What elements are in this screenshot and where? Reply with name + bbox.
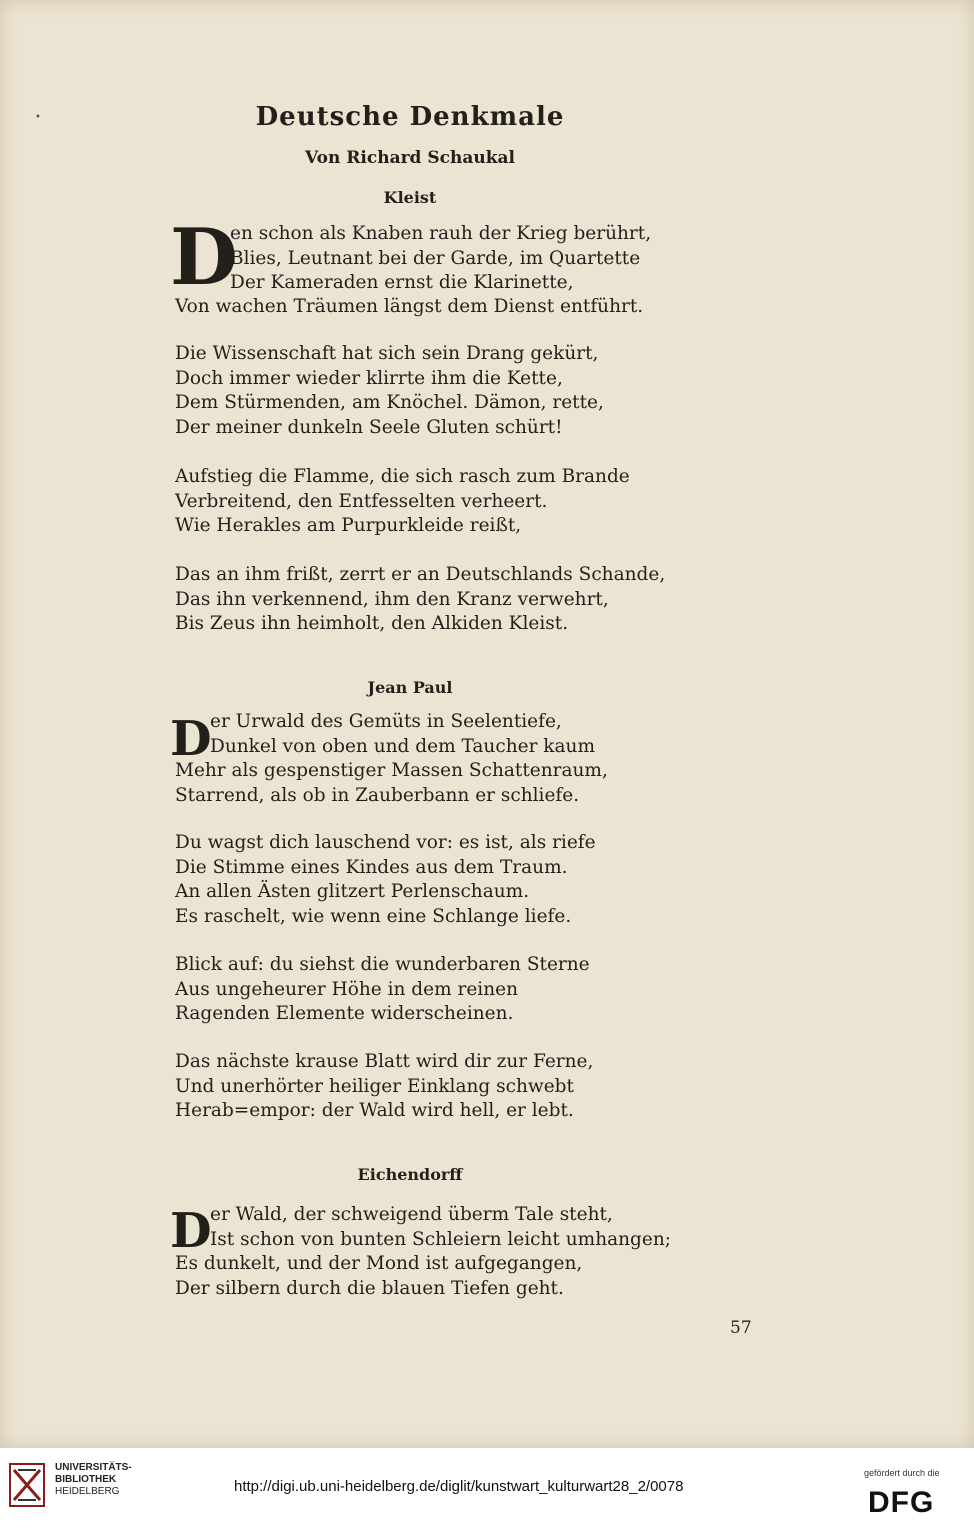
dfg-logo: DFG [868,1486,935,1519]
stanza [175,1050,593,1124]
margin-mark: • [35,112,41,123]
university-library-logo-icon [8,1460,46,1510]
drop-initial-kleist: D [170,212,238,303]
stanza [175,465,630,539]
verse-line: Es raschelt, wie wenn eine Schlange liefe. [175,905,572,927]
verse-line: Es dunkelt, und der Mond ist aufgegangen, [175,1253,583,1274]
verse-line: Starrend, als ob in Zauberbann er schliefe. [175,784,580,806]
verse-line: er Wald, der schweigend überm Tale steht, [210,1204,613,1225]
verse-line: Blick auf: du siehst die wunderbaren Sterne [175,954,590,975]
verse-line: Der Kameraden ernst die Klarinette, [230,272,574,293]
stanza [175,759,608,808]
verse-line: Mehr als gespenstiger Massen Schattenraum, [175,760,608,781]
section-heading-eichendorff: Eichendorff [357,1165,463,1184]
verse-line: Das ihn verkennend, ihm den Kranz verwehrt, [175,588,609,610]
verse-line: Die Wissenschaft hat sich sein Drang gekürt, [175,343,599,364]
page-title: Deutsche Denkmale [255,102,565,132]
stanza [175,831,596,929]
verse-line: Von wachen Träumen längst dem Dienst entführt. [175,296,644,317]
stanza [210,710,595,759]
verse-line: Du wagst dich lauschend vor: es ist, als riefe [175,832,596,853]
stanza [230,222,651,296]
library-line-1: UNIVERSITÄTS- [55,1462,132,1473]
verse-line: Doch immer wieder klirrte ihm die Kette, [175,367,563,389]
verse-line: Aus ungeheurer Höhe in dem reinen [175,978,518,1000]
verse-line: er Urwald des Gemüts in Seelentiefe, [210,711,562,732]
section-heading-kleist: Kleist [383,188,437,207]
library-line-3: HEIDELBERG [55,1486,120,1497]
verse-line: Dem Stürmenden, am Knöchel. Dämon, rette, [175,392,604,413]
verse-line: Wie Herakles am Purpurkleide reißt, [175,515,522,536]
stanza [175,295,643,320]
verse-line: Das an ihm frißt, zerrt er an Deutschlands Schande, [175,564,666,585]
verse-line: en schon als Knaben rauh der Krieg berührt, [230,223,652,244]
verse-line: An allen Ästen glitzert Perlenschaum. [175,881,530,902]
viewer-footer [0,1448,974,1530]
stanza [175,563,665,637]
verse-line: Die Stimme eines Kindes aus dem Traum. [175,856,568,878]
funded-by-text: gefördert durch die [864,1468,940,1478]
verse-line: Dunkel von oben und dem Taucher kaum [210,735,595,757]
verse-line: Und unerhörter heiliger Einklang schwebt [175,1075,574,1097]
verse-line: Ragenden Elemente widerscheinen. [175,1003,514,1024]
verse-line: Ist schon von bunten Schleiern leicht umhangen; [210,1228,672,1250]
stanza [175,953,590,1027]
verse-line: Der silbern durch die blauen Tiefen geht. [175,1277,564,1299]
verse-line: Aufstieg die Flamme, die sich rasch zum Brande [175,466,630,487]
verse-line: Das nächste krause Blatt wird dir zur Ferne, [175,1051,594,1072]
section-heading-jean-paul: Jean Paul [367,678,453,697]
drop-initial-jean-paul: D [170,711,212,767]
permalink-url[interactable]: http://digi.ub.uni-heidelberg.de/diglit/kunstwart_kulturwart28_2/0078 [234,1478,684,1495]
verse-line: Blies, Leutnant bei der Garde, im Quartette [230,247,641,269]
library-name [55,1462,132,1498]
verse-line: Der meiner dunkeln Seele Gluten schürt! [175,416,563,438]
stanza [175,1252,582,1301]
stanza [210,1203,671,1252]
verse-line: Verbreitend, den Entfesselten verheert. [175,490,548,512]
page-number: 57 [730,1318,752,1338]
drop-initial-eichendorff: D [170,1203,212,1259]
library-line-2: BIBLIOTHEK [55,1474,117,1485]
verse-line: Herab=empor: der Wald wird hell, er lebt. [175,1100,574,1121]
verse-line: Bis Zeus ihn heimholt, den Alkiden Kleist. [175,613,569,634]
stanza [175,342,604,440]
author-line: Von Richard Schaukal [305,148,515,168]
